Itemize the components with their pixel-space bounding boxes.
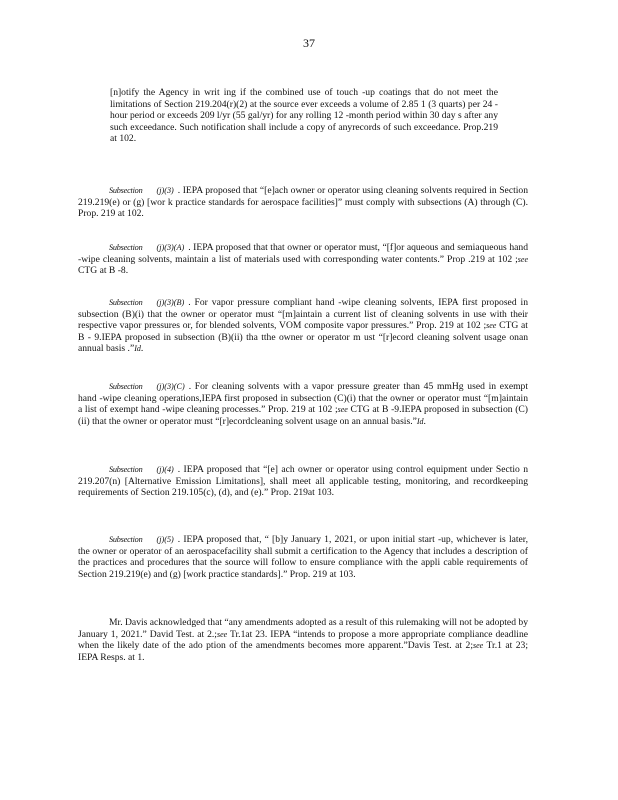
closing-paragraph [78, 617, 528, 663]
paragraph-j3b [78, 297, 528, 355]
paragraph-j3a [78, 242, 528, 277]
paragraph-j3c [78, 381, 528, 427]
see-signal: see [337, 405, 348, 415]
paragraph-text: . IEPA proposed that “[e] ach owner or operator using control equipment under Sectio n 219.207(n) [Alternative Emission Limitations], shall meet all applicable testing, monitoring, and recordkeeping requirements of Section 219.105(c), (d), and (e).” Prop. 219at 103. [78, 464, 528, 499]
paragraph-j3 [78, 185, 528, 220]
paragraph-text: . For cleaning solvents with a vapor pressure greater than 45 mmHg used in exempt hand -wipe cleaning operations,IEPA first proposed in subsection (C)(i) that the owner or operator must “[m]aintain a list of exempt hand -wipe cleaning processes.” Prop. 219 at 102 ; [78, 381, 528, 416]
paragraph-text: . IEPA proposed that that owner or operator must, “[f]or aqueous and semiaqueous hand -wipe cleaning solvents, maintain a list of materials used with corresponding water contents.” Prop .219 at 102 ; [78, 242, 528, 265]
closing-text-end: Tr.1 at 23; IEPA Resps. at 1. [78, 640, 528, 663]
see-signal: see [216, 629, 228, 639]
paragraph-j5 [78, 534, 528, 580]
subsection-id: (j)(5) [156, 535, 174, 544]
paragraph-text: . IEPA proposed that, “ [b]y January 1, 2021, or upon initial start -up, whichever is later, the owner or operator of an aerospacefacility shall submit a certification to the Agency that includes a description of the practices and procedures that the source will follow to ensure compliance with the appli cable requirements of Section 219.219(e) and (g) [work practice standards].” Prop. 219 at 103. [78, 534, 528, 580]
paragraph-text-cont: CTG at B -9.IEPA proposed in subsection (C)(ii) that the owner or operator must “[r]ecordcleaning solvent usage on an annual basis.” [78, 404, 528, 427]
id-citation: Id [134, 344, 141, 354]
subsection-id: (j)(3)(C) [156, 382, 185, 391]
paragraph-text: . IEPA proposed that “[e]ach owner or operator using cleaning solvents required in Section 219.219(e) or (g) [wor k practice standards for aerospace facilities]” must comply with subsections (A) through (C). Prop. 219 at 102. [78, 185, 528, 220]
subsection-label: Subsection [109, 465, 143, 474]
paragraph-text-cont: CTG at B -8. [78, 265, 129, 277]
see-signal: see [486, 321, 497, 331]
subsection-id: (j)(3) [156, 186, 174, 195]
see-signal: see [473, 641, 484, 651]
closing-text: Mr. Davis acknowledged that “any amendments adopted as a result of this rulemaking will not be adopted by January 1, 2021.” David Test. at 2.; [78, 617, 528, 640]
subsection-label: Subsection [109, 186, 143, 195]
quoted-block [110, 87, 498, 145]
subsection-label: Subsection [109, 382, 143, 391]
quoted-block-text: [n]otify the Agency in writ ing if the combined use of touch -up coatings that do not meet the limitations of Section 219.204(r)(2) at the source ever exceeds a volume of 2.85 1 (3 quarts) per 24 -hour period or exceeds 209 l/yr (55 gal/yr) for any rolling 12 -month period within 30 day s after any such exceedance. Such notification shall include a copy of anyrecords of such exceedance. Prop.219 at 102. [110, 87, 498, 145]
subsection-id: (j)(3)(A) [156, 243, 185, 252]
id-citation: Id [416, 416, 424, 426]
page-number: 37 [303, 36, 315, 50]
subsection-label: Subsection [109, 243, 143, 252]
subsection-id: (j)(4) [156, 465, 174, 474]
see-signal: see [517, 254, 528, 264]
paragraph-text-end: . [140, 343, 144, 355]
closing-text-cont: Tr.1at 23. IEPA “intends to propose a more appropriate compliance deadline when the likely date of the ado ption of the amendments becomes more apparent.”Davis Test. at 2; [78, 628, 528, 652]
paragraph-text-end: . [423, 415, 426, 427]
subsection-label: Subsection [109, 535, 143, 544]
paragraph-j4 [78, 464, 528, 499]
paragraph-text-cont: CTG at B - 9.IEPA proposed in subsection (B)(ii) tha tthe owner or operator m ust “[r]ecord cleaning solvent usage onan annual basis .” [78, 320, 528, 355]
subsection-id: (j)(3)(B) [156, 298, 185, 307]
paragraph-text: . For vapor pressure compliant hand -wipe cleaning solvents, IEPA first proposed in subsection (B)(i) that the owner or operator must “[m]aintain a current list of cleaning solvents in use with their respective vapor pressures or, for blended solvents, VOM composite vapor pressures.” Prop. 219 at 102 ; [78, 297, 528, 332]
subsection-label: Subsection [109, 298, 143, 307]
